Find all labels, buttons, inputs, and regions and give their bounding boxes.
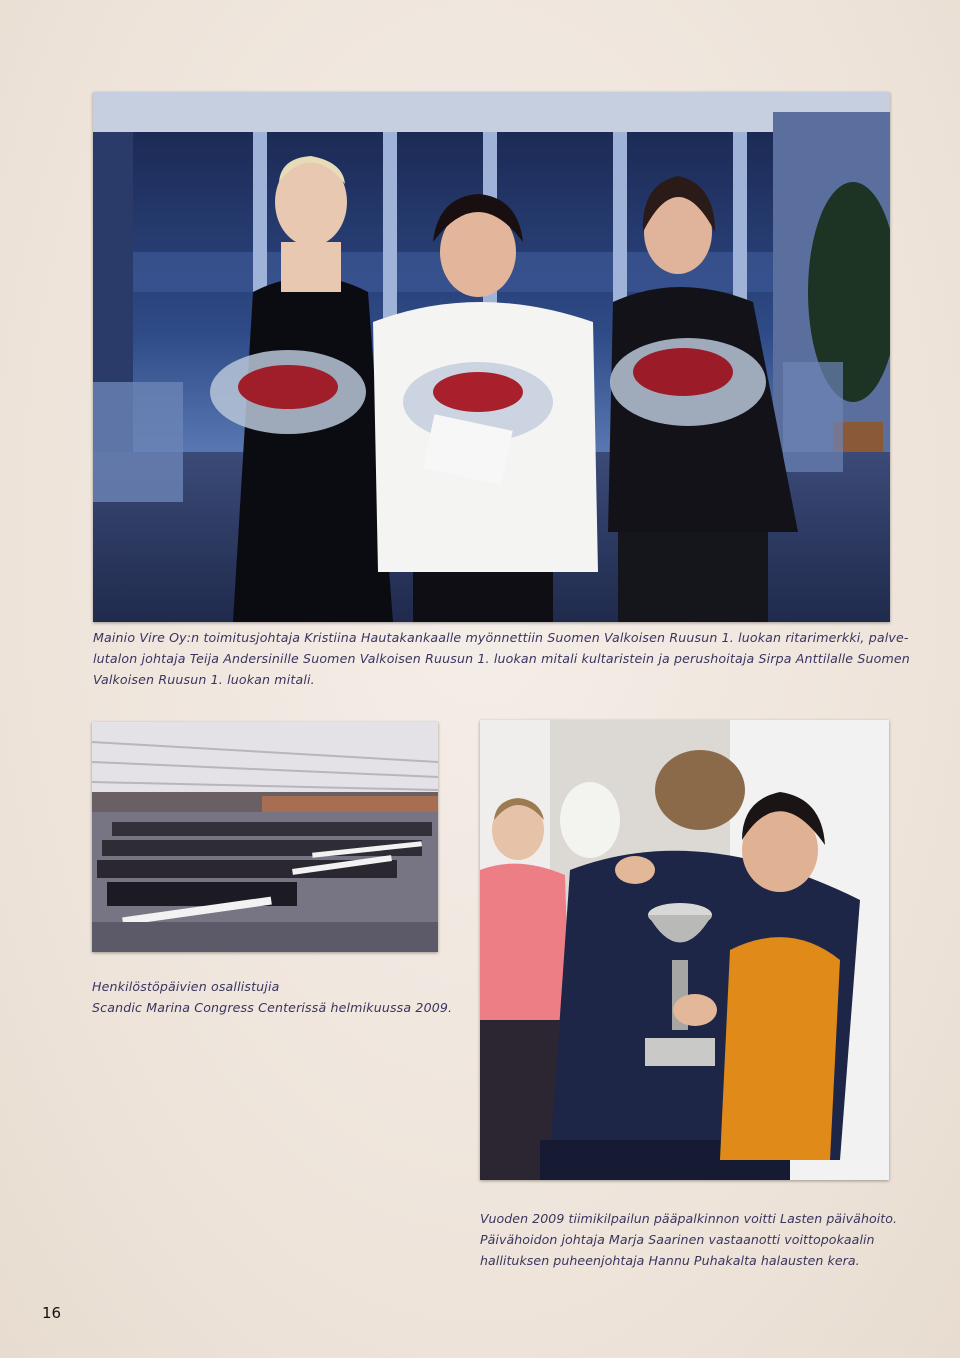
caption-line: hallituksen puheenjohtaja Hannu Puhakalta halausten kera. — [480, 1253, 860, 1268]
caption-line: Scandic Marina Congress Centerissä helmikuussa 2009. — [92, 1000, 453, 1015]
caption-line: Vuoden 2009 tiimikilpailun pääpalkinnon voitti Lasten päivähoito. — [480, 1211, 898, 1226]
award-ceremony-photo — [93, 92, 890, 622]
caption-line: Mainio Vire Oy:n toimitusjohtaja Kristiina Hautakankaalle myönnettiin Suomen Valkoisen Ruusun 1. luokan ritarimerkki, palve- — [93, 630, 909, 645]
page-number: 16 — [42, 1304, 62, 1322]
caption-line: lutalon johtaja Teija Andersinille Suomen Valkoisen Ruusun 1. luokan mitali kultaristein ja perushoitaja Sirpa Anttilalle Suomen — [93, 651, 910, 666]
caption-line: Henkilöstöpäivien osallistujia — [92, 979, 280, 994]
audience-photo-caption — [92, 976, 472, 1018]
trophy-hug-photo — [480, 720, 889, 1180]
main-photo-caption — [93, 627, 910, 690]
caption-line: Päivähoidon johtaja Marja Saarinen vastaanotti voittopokaalin — [480, 1232, 875, 1247]
audience-photo — [92, 722, 438, 952]
caption-line: Valkoisen Ruusun 1. luokan mitali. — [93, 672, 315, 687]
trophy-photo-caption — [480, 1208, 900, 1271]
